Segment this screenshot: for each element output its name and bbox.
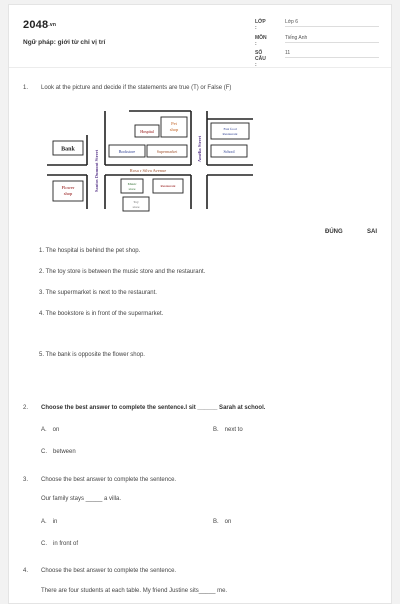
q3-option-c[interactable]: C. in front of xyxy=(41,541,79,547)
svg-text:store: store xyxy=(128,187,136,191)
svg-text:Hospital: Hospital xyxy=(140,129,154,134)
svg-text:Santos Dumont Street: Santos Dumont Street xyxy=(94,149,99,193)
q1-statement-1: 1. The hospital is behind the pet shop. xyxy=(39,248,141,254)
svg-text:store: store xyxy=(132,205,140,209)
col-true-header: ĐÚNG xyxy=(325,229,343,235)
map-fast-food xyxy=(211,123,249,139)
svg-text:Fast food: Fast food xyxy=(223,127,237,131)
svg-text:Restaurant: Restaurant xyxy=(222,132,238,136)
q1-statement-4: 4. The bookstore is in front of the supermarket. xyxy=(39,311,164,317)
q3-number: 3. xyxy=(23,477,29,483)
q1-statement-2: 2. The toy store is between the music store and the restaurant. xyxy=(39,269,206,275)
svg-text:shop: shop xyxy=(169,127,179,132)
header-divider xyxy=(9,67,391,68)
q4-prompt: Choose the best answer to complete the sentence. xyxy=(41,568,177,574)
svg-text:School: School xyxy=(223,149,235,154)
q3-prompt: Choose the best answer to complete the sentence. xyxy=(41,477,177,483)
q1-statement-3: 3. The supermarket is next to the restaurant. xyxy=(39,290,157,296)
q2-number: 2. xyxy=(23,405,29,411)
site-logo[interactable]: 2048.vn xyxy=(23,19,57,31)
svg-text:Rosa r Silva Avenue: Rosa r Silva Avenue xyxy=(129,168,167,173)
q4-number: 4. xyxy=(23,568,29,574)
q2-option-b[interactable]: B. next to xyxy=(213,427,243,433)
street-map-image xyxy=(47,109,269,213)
q1-statement-5: 5. The bank is opposite the flower shop. xyxy=(39,352,145,358)
svg-text:Flower: Flower xyxy=(61,185,75,190)
q2-option-c[interactable]: C. between xyxy=(41,449,76,455)
svg-text:Restaurant: Restaurant xyxy=(160,184,176,188)
q3-option-a[interactable]: A. in xyxy=(41,519,58,525)
q2-option-a[interactable]: A. on xyxy=(41,427,60,433)
worksheet-topic: Ngữ pháp: giới từ chỉ vị trí xyxy=(23,39,106,46)
svg-text:Pet: Pet xyxy=(171,121,177,126)
q2-prompt: Choose the best answer to complete the sentence.I sit ______ Sarah at school. xyxy=(41,405,266,411)
svg-text:Toy: Toy xyxy=(133,200,139,204)
col-false-header: SAI xyxy=(367,229,378,235)
svg-text:Bank: Bank xyxy=(61,146,75,153)
svg-text:Amélia Street: Amélia Street xyxy=(197,135,202,163)
worksheet: 2048.vn Ngữ pháp: giới từ chỉ vị trí LỚP : Lớp 6 MÔN : Tiếng Anh SỐ CÂU : 11 1. Look at the picture and decide if the statements are true (T) or False (F) Bank Flower shop Hospital Pet shop Bookstore Supermarket Fast food Restaurant School Music store Toy store Restaurant Rosa r Silva Avenue Santos Dumont Street Amélia Street ĐÚNG SAI 1. The hospital is behind the pet shop. 2. The toy store is between the music store and the restaurant. 3. The supermarket is next to the restaurant. 4. The bookstore is in front of the supermarket. 5. The bank is opposite the flower shop. 2. Choose the best answer to complete the sentence.I sit ______ Sarah at school. A. on B. next to C. between 3. Choose the best answer to complete the sentence. Our family stays _____ a villa. A. in B. on C. in front of 4. Choose the best answer to complete the sentence. There are four students at each table. My friend Justine sits_____ me. xyxy=(8,4,392,604)
q1-prompt: Look at the picture and decide if the statements are true (T) or False (F) xyxy=(41,85,232,91)
q3-sentence: Our family stays _____ a villa. xyxy=(41,496,122,502)
svg-text:shop: shop xyxy=(63,191,73,196)
q1-number: 1. xyxy=(23,85,29,91)
q3-option-b[interactable]: B. on xyxy=(213,519,232,525)
q4-sentence: There are four students at each table. My friend Justine sits_____ me. xyxy=(41,588,228,594)
svg-text:Supermarket: Supermarket xyxy=(156,149,178,154)
svg-text:Bookstore: Bookstore xyxy=(118,149,136,154)
svg-text:Music: Music xyxy=(127,182,137,186)
